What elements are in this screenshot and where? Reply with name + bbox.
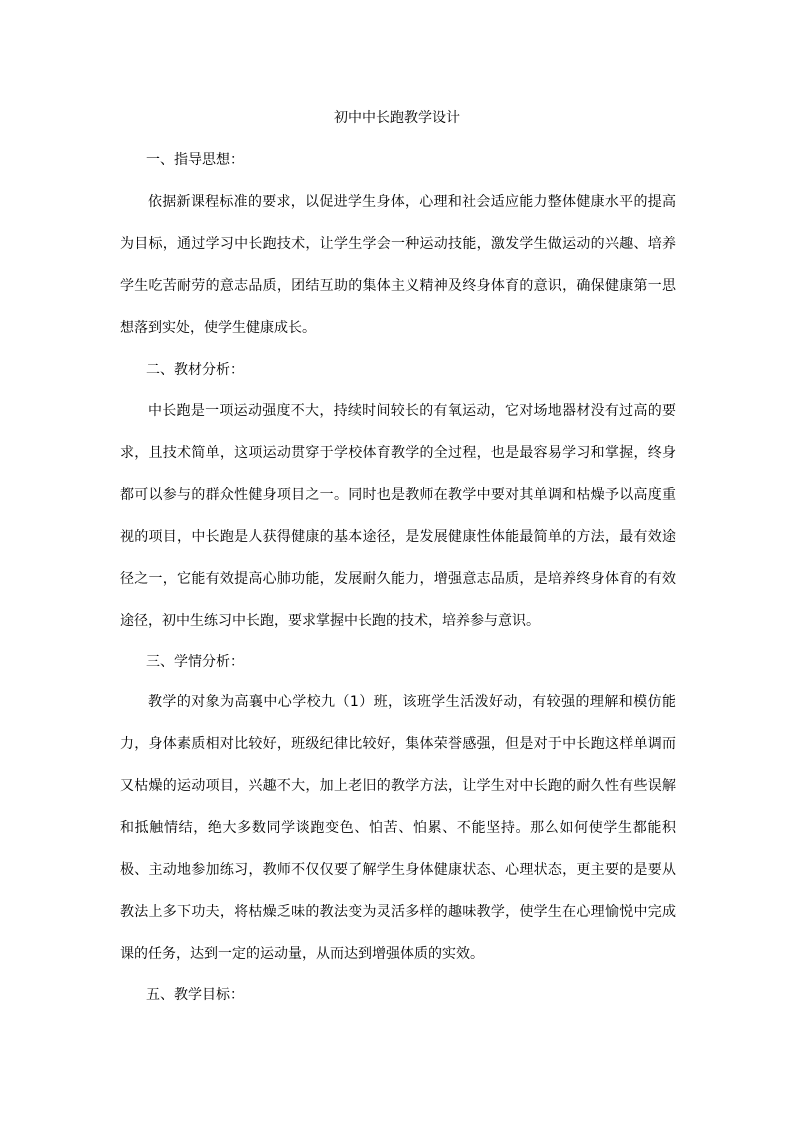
section-heading-teaching-objectives: 五、教学目标： — [146, 987, 244, 1003]
section-paragraph-guiding-ideology: 依据新课程标准的要求，以促进学生身体，心理和社会适应能力整体健康水平的提高为目标，通过学习中长跑技术，让学生学会一种运动技能，激发学生做运动的兴趣、培养学生吃苦耐劳的意志品质，团结互助的集体主义精神及终身体育的意识，确保健康第一思想落到实处，使学生健康成长。 — [120, 194, 676, 336]
section-heading-student-analysis: 三、学情分析： — [146, 654, 244, 670]
section-heading-guiding-ideology: 一、指导思想： — [146, 152, 244, 168]
section-paragraph-material-analysis: 中长跑是一项运动强度不大，持续时间较长的有氧运动，它对场地器材没有过高的要求，且技术简单，这项运动贯穿于学校体育教学的全过程，也是最容易学习和掌握，终身都可以参与的群众性健身项目之一。同时也是教师在教学中要对其单调和枯燥予以高度重视的项目，中长跑是人获得健康的基本途径，是发展健康性体能最简单的方法，最有效途径之一，它能有效提高心肺功能，发展耐久能力，增强意志品质，是培养终身体育的有效途径，初中生练习中长跑，要求掌握中长跑的技术，培养参与意识。 — [120, 403, 676, 629]
document-title: 初中中长跑教学设计 — [334, 110, 460, 126]
section-paragraph-student-analysis: 教学的对象为高襄中心学校九（1）班，该班学生活泼好动，有较强的理解和模仿能力，身体素质相对比较好，班级纪律比较好，集体荣誉感强，但是对于中长跑这样单调而又枯燥的运动项目，兴趣不大，加上老旧的教学方法，让学生对中长跑的耐久性有些误解和抵触情结，绝大多数同学谈跑变色、怕苦、怕累、不能坚持。那么如何使学生都能积极、主动地参加练习，教师不仅仅要了解学生身体健康状态、心理状态，更主要的是要从教法上多下功夫，将枯燥乏味的教法变为灵活多样的趣味教学，使学生在心理愉悦中完成课的任务，达到一定的运动量，从而达到增强体质的实效。 — [120, 694, 676, 962]
section-heading-material-analysis: 二、教材分析： — [146, 362, 244, 378]
